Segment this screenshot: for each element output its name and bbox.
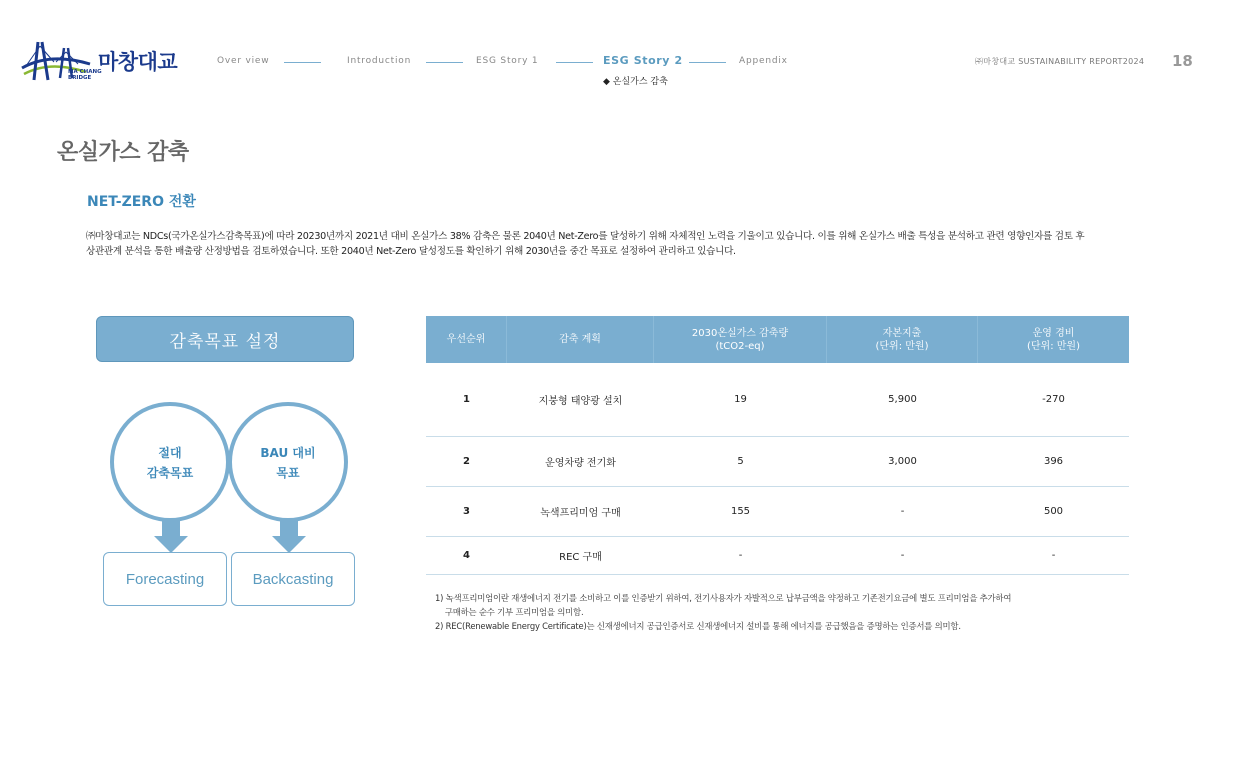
table-row: [426, 437, 1129, 487]
table-header: [426, 316, 1129, 363]
cell-reduction: -: [738, 550, 743, 561]
header-capex: 자본지출 (단위: 만원): [827, 316, 978, 363]
table-row: [426, 363, 1129, 437]
cell-reduction: 19: [734, 394, 747, 405]
cell-capex: 5,900: [888, 394, 917, 405]
absolute-target-line-1: 절대: [158, 446, 182, 460]
page-title: 온실가스 감축: [57, 140, 189, 165]
header-plan: 감축 계획: [507, 316, 654, 363]
bau-target-line-2: 목표: [276, 466, 300, 480]
footnote-1: 1) 녹색프리미엄이란 재생에너지 전기를 소비하고 이를 인증받기 위하여, 전기사용자가 자발적으로 납부금액을 약정하고 기존전기요금에 별도 프리미엄을 추가하여: [435, 593, 1012, 603]
nav-esg-story-2[interactable]: ESG Story 2: [603, 54, 683, 67]
logo-sub-line-1: MA CHANG: [68, 69, 102, 75]
cell-reduction: 5: [737, 456, 744, 467]
cell-opex: -: [1051, 550, 1056, 561]
description: [86, 229, 1156, 259]
cell-rank: 4: [463, 550, 470, 561]
cell-rank: 3: [463, 506, 470, 517]
header-opex: 운영 경비 (단위: 만원): [1027, 327, 1080, 352]
description-line-2: 상관관계 분석을 통한 배출량 산정방법을 검토하였습니다. 또한 2040년 Net-Zero 달성정도를 확인하기 위해 2030년을 중간 목표로 설정하여 관리하고 있습니다.: [86, 246, 736, 257]
nav-divider: [556, 62, 593, 63]
absolute-target-line-2: 감축목표: [146, 466, 194, 480]
cell-capex: 3,000: [888, 456, 917, 467]
company-logo[interactable]: [20, 38, 180, 86]
nav-esg-story-1[interactable]: ESG Story 1: [476, 56, 539, 66]
table-row: [426, 487, 1129, 537]
goal-setting-box: 감축목표 설정: [96, 316, 354, 362]
cell-capex: -: [900, 506, 905, 517]
page-number: 18: [1172, 52, 1193, 70]
nav-divider: [689, 62, 726, 63]
header-reduction: 2030온실가스 감축량 (tCO2-eq): [654, 316, 827, 363]
footnotes: [435, 591, 1011, 633]
cell-opex: -270: [1042, 394, 1065, 405]
cell-rank: 2: [463, 456, 470, 467]
logo-subtext: [68, 69, 102, 81]
cell-opex: 500: [1043, 506, 1064, 517]
header-rank: 우선순위: [426, 316, 507, 363]
bau-target-label: [246, 443, 330, 483]
footnote-1-cont: 구매하는 순수 기부 프리미엄을 의미함.: [435, 607, 584, 617]
logo-sub-line-2: BRIDGE: [68, 75, 92, 81]
section-title: NET-ZERO 전환: [87, 194, 196, 210]
footnote-2: 2) REC(Renewable Energy Certificate)는 신재생에너지 공급인증서로 신재생에너지 설비를 통해 에너지를 공급했음을 증명하는 인증서를 의미함.: [435, 621, 961, 631]
nav-divider: [426, 62, 463, 63]
reduction-plan-table: [426, 316, 1129, 575]
report-title: ㈜마창대교 SUSTAINABILITY REPORT2024: [975, 57, 1145, 66]
absolute-target-label: [128, 443, 212, 483]
right-arrow-head: [272, 536, 306, 553]
nav-overview[interactable]: Over view: [217, 56, 270, 66]
cell-plan: 녹색프리미엄 구매: [540, 508, 621, 519]
nav-introduction[interactable]: Introduction: [347, 56, 412, 66]
nav-appendix[interactable]: Appendix: [739, 56, 788, 66]
cell-plan: 운영차량 전기화: [545, 458, 616, 469]
nav-divider: [284, 62, 321, 63]
nav-subsection[interactable]: ◆ 온실가스 감축: [603, 77, 668, 87]
table-row: [426, 537, 1129, 575]
backcasting-box: Backcasting: [231, 552, 355, 606]
cell-capex: -: [900, 550, 905, 561]
bau-target-line-1: BAU 대비: [260, 446, 316, 460]
cell-reduction: 155: [730, 506, 751, 517]
description-line-1: ㈜마창대교는 NDCs(국가온실가스감축목표)에 따라 20230년까지 2021년 대비 온실가스 38% 감축은 물론 2040년 Net-Zero를 달성하기 위해 자체적인 노력을 기울이고 있습니다. 이를 위해 온실가스 배출 특성을 분석하고 관련 영향인자를 검토 후: [86, 231, 1085, 242]
cell-plan: REC 구매: [559, 552, 602, 563]
cell-opex: 396: [1043, 456, 1064, 467]
logo-text: 마창대교: [98, 50, 178, 74]
cell-rank: 1: [463, 394, 470, 405]
cell-plan: 지붕형 태양광 설치: [538, 396, 623, 407]
forecasting-box: Forecasting: [103, 552, 227, 606]
left-arrow-head: [154, 536, 188, 553]
